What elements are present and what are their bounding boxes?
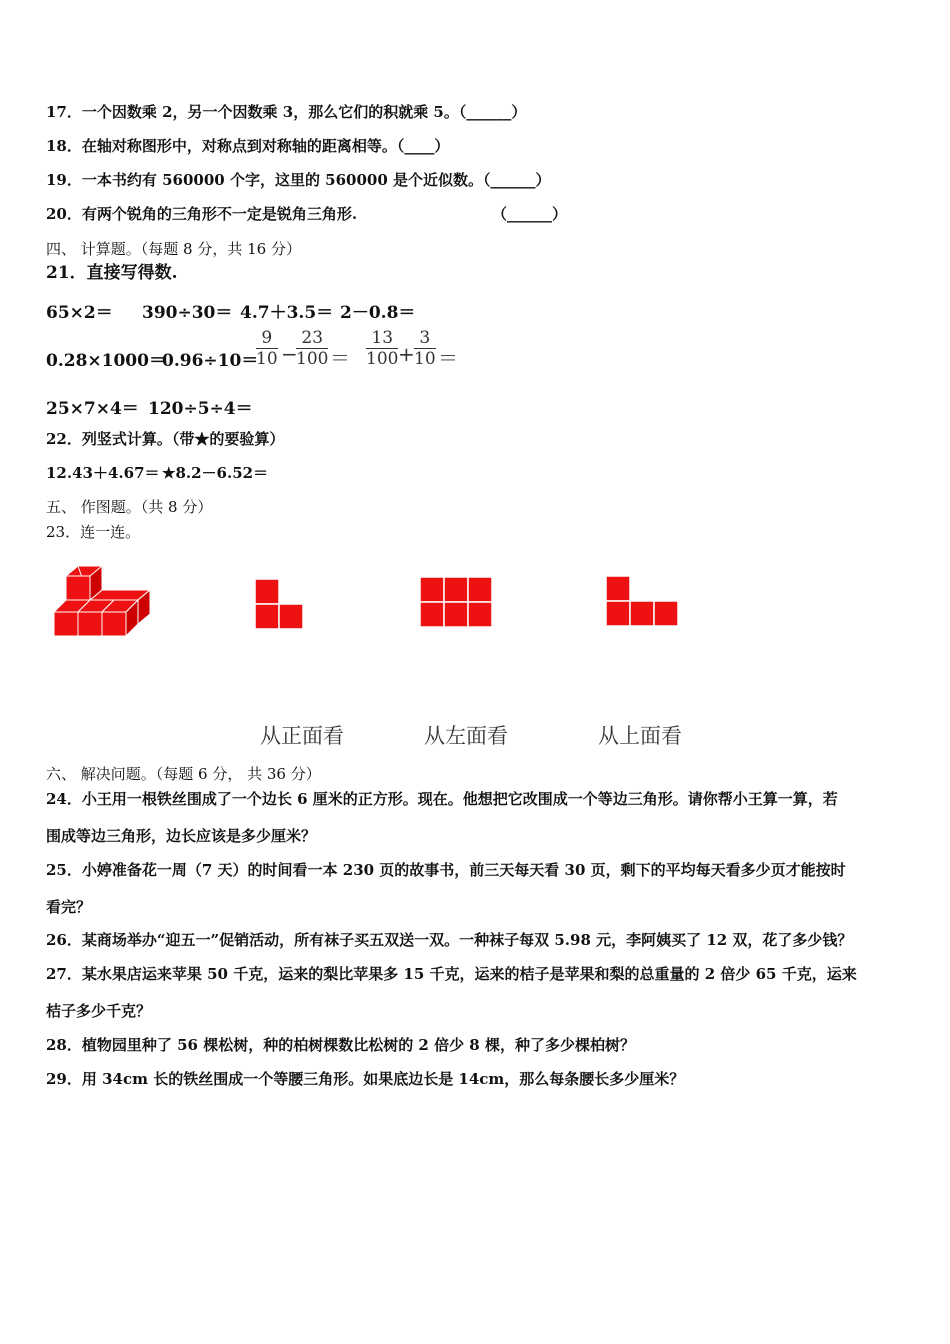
calc-item: 25×7×4＝ [46,399,139,419]
question-21: 21．直接写得数. [46,263,178,283]
calc-item: 390÷30＝ [142,303,233,323]
question-28: 28．植物园里种了 56 棵松树，种的柏树棵数比松树的 2 倍少 8 棵，种了多少棵柏树？ [46,1036,635,1054]
question-25-line1: 25．小婷准备花一周（7 天）的时间看一本 230 页的故事书，前三天每天看 30 页，剩下的平均每天看多少页才能按时 [46,861,846,879]
fraction-9-10: $\frac{9}{10}$ [256,328,278,369]
plus-sign: + [398,342,415,366]
calc-item: ★8.2－6.52＝ [162,464,269,482]
section-6-heading: 六、 解决问题。（每题 6 分， 共 36 分） [46,765,321,783]
question-20-blank: （______） [492,205,568,223]
question-24-line2: 围成等边三角形，边长应该是多少厘米？ [46,827,317,845]
question-19: 19．一本书约有 560000 个字，这里的 560000 是个近似数。（______） [46,171,551,189]
equals-sign: ＝ [330,346,350,370]
cube-figure-3d [50,560,160,650]
view-label-front: 从正面看 [260,724,344,748]
section-5-heading: 五、 作图题。（共 8 分） [46,498,213,516]
fraction-3-10: $\frac{3}{10}$ [414,328,436,369]
equals-sign: ＝ [438,346,458,370]
question-23: 23．连一连。 [46,523,141,541]
view-shape-left [605,575,681,629]
question-22: 22．列竖式计算。（带★的要验算） [46,430,285,448]
view-label-top: 从上面看 [598,724,682,748]
calc-item: 0.96÷10＝ [162,351,259,371]
view-shape-top [419,576,495,630]
calc-item: 65×2＝ [46,303,113,323]
calc-item: 0.28×1000＝ [46,351,166,371]
calc-item: 12.43＋4.67＝ [46,464,160,482]
fraction-23-100: $\frac{23}{100}$ [296,328,329,369]
minus-sign: − [281,342,298,366]
question-18: 18．在轴对称图形中，对称点到对称轴的距离相等。（____） [46,137,450,155]
question-26: 26．某商场举办“迎五一”促销活动，所有袜子买五双送一双。一种袜子每双 5.98 元，李阿姨买了 12 双，花了多少钱？ [46,931,853,949]
view-label-left: 从左面看 [424,724,508,748]
question-27-line1: 27．某水果店运来苹果 50 千克，运来的梨比苹果多 15 千克，运来的桔子是苹果和梨的总重量的 2 倍少 65 千克，运来 [46,965,857,983]
question-25-line2: 看完？ [46,898,92,916]
section-4-heading: 四、 计算题。（每题 8 分，共 16 分） [46,240,301,258]
fraction-13-100: $\frac{13}{100}$ [366,328,399,369]
calc-item: 2－0.8＝ [340,303,416,323]
view-shape-front [254,578,306,632]
calc-item: 120÷5÷4＝ [148,399,253,419]
question-29: 29．用 34cm 长的铁丝围成一个等腰三角形。如果底边长是 14cm，那么每条腰长多少厘米？ [46,1070,685,1088]
question-17: 17．一个因数乘 2，另一个因数乘 3，那么它们的积就乘 5。（______） [46,103,527,121]
calc-item: 4.7＋3.5＝ [240,303,334,323]
question-27-line2: 桔子多少千克？ [46,1002,152,1020]
question-24-line1: 24．小王用一根铁丝围成了一个边长 6 厘米的正方形。现在。他想把它改围成一个等边三角形。请你帮小王算一算，若 [46,790,838,808]
question-20: 20．有两个锐角的三角形不一定是锐角三角形. [46,205,358,223]
